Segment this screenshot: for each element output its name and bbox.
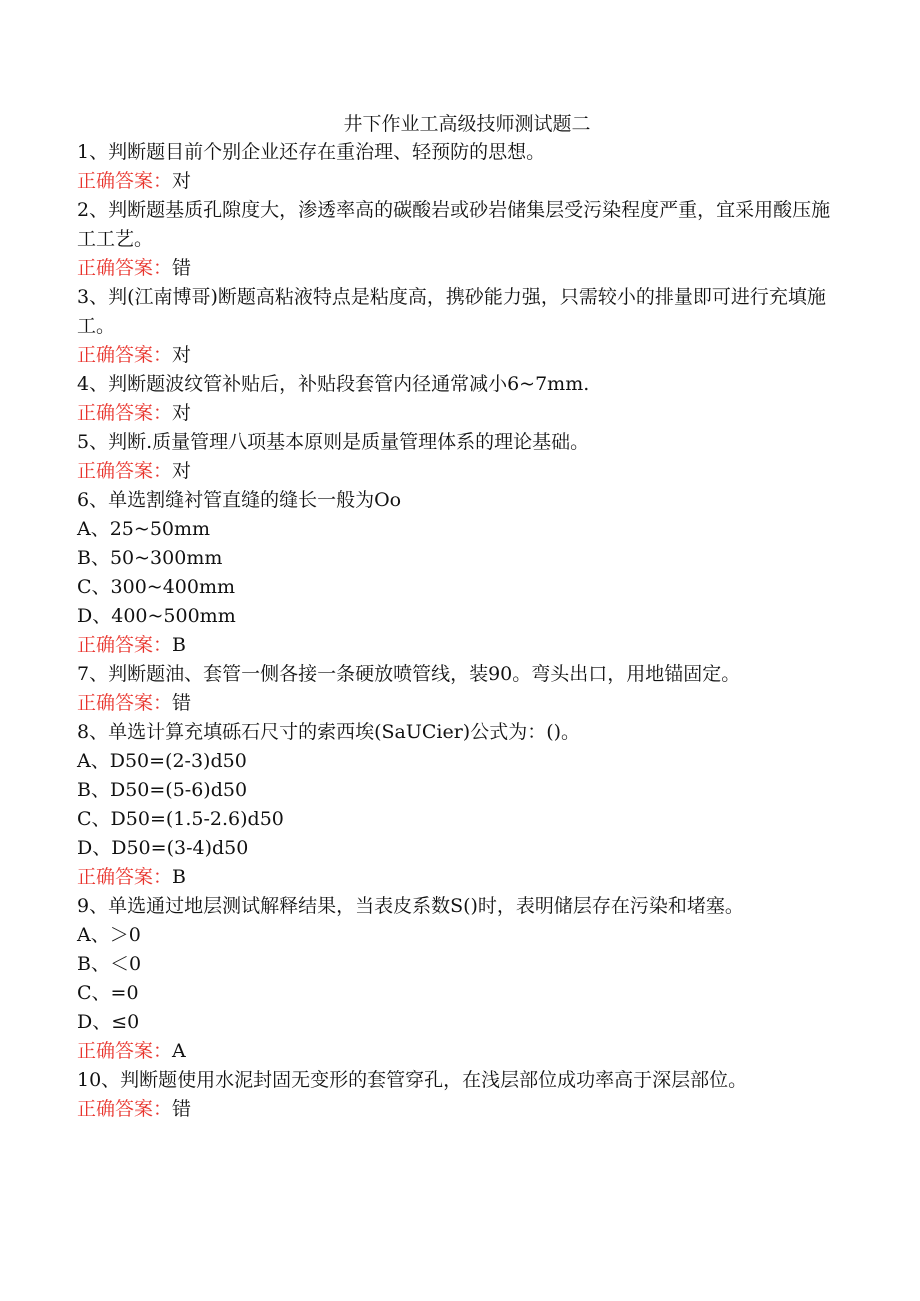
- answer-value: 对: [172, 344, 192, 366]
- question-text: 5、判断.质量管理八项基本原则是质量管理体系的理论基础。: [77, 431, 590, 453]
- question-text: 9、单选通过地层测试解释结果，当表皮系数S()时，表明储层存在污染和堵塞。: [77, 895, 744, 917]
- document-title: 井下作业工高级技师测试题二: [343, 113, 591, 135]
- question-text: 8、单选计算充填砾石尺寸的索西埃(SaUCier)公式为：()。: [77, 721, 581, 743]
- question-block: [77, 428, 837, 486]
- answer-value: 错: [172, 692, 192, 714]
- answer-label: 正确答案：: [77, 692, 173, 714]
- answer-label: 正确答案：: [77, 344, 173, 366]
- answer-value: 对: [172, 170, 192, 192]
- question-block: [77, 1066, 837, 1124]
- question-text: 7、判断题油、套管一侧各接一条硬放喷管线，装90。弯头出口，用地锚固定。: [77, 663, 741, 685]
- answer-line: [77, 631, 837, 660]
- answer-label: 正确答案：: [77, 1040, 173, 1062]
- answer-label: 正确答案：: [77, 634, 173, 656]
- question-text: 2、判断题基质孔隙度大，渗透率高的碳酸岩或砂岩储集层受污染程度严重，宜采用酸压施工工艺。: [77, 199, 831, 250]
- question-option: B、＜0: [77, 953, 142, 975]
- question-option: C、300~400mm: [77, 576, 236, 598]
- question-option: C、D50=(1.5-2.6)d50: [77, 808, 284, 830]
- answer-line: [77, 254, 837, 283]
- answer-line: [77, 1095, 837, 1124]
- question-block: [77, 283, 837, 370]
- question-option: A、25~50mm: [77, 518, 211, 540]
- answer-line: [77, 167, 837, 196]
- question-block: [77, 718, 837, 892]
- answer-value: B: [172, 634, 186, 656]
- answer-label: 正确答案：: [77, 402, 173, 424]
- question-list: [77, 138, 837, 1124]
- answer-line: [77, 689, 837, 718]
- answer-line: [77, 341, 837, 370]
- question-option: B、D50=(5-6)d50: [77, 779, 248, 801]
- question-block: [77, 892, 837, 1066]
- question-text: 6、单选割缝衬管直缝的缝长一般为Oo: [77, 489, 402, 511]
- question-option: C、=0: [77, 982, 139, 1004]
- question-option: A、＞0: [77, 924, 141, 946]
- document-page: [77, 110, 837, 1124]
- answer-label: 正确答案：: [77, 257, 173, 279]
- question-option: B、50~300mm: [77, 547, 223, 569]
- answer-value: 对: [172, 402, 192, 424]
- question-text: 10、判断题使用水泥封固无变形的套管穿孔，在浅层部位成功率高于深层部位。: [77, 1069, 748, 1091]
- question-block: [77, 370, 837, 428]
- answer-line: [77, 863, 837, 892]
- question-block: [77, 138, 837, 196]
- question-text: 1、判断题目前个别企业还存在重治理、轻预防的思想。: [77, 141, 546, 163]
- question-block: [77, 660, 837, 718]
- question-option: D、D50=(3-4)d50: [77, 837, 249, 859]
- answer-line: [77, 1037, 837, 1066]
- answer-value: B: [172, 866, 186, 888]
- question-block: [77, 486, 837, 660]
- question-option: D、≤0: [77, 1011, 140, 1033]
- answer-value: 错: [172, 257, 192, 279]
- answer-label: 正确答案：: [77, 170, 173, 192]
- question-block: [77, 196, 837, 283]
- question-option: D、400~500mm: [77, 605, 236, 627]
- answer-value: 错: [172, 1098, 192, 1120]
- answer-line: [77, 399, 837, 428]
- answer-value: 对: [172, 460, 192, 482]
- question-text: 3、判(江南博哥)断题高粘液特点是粘度高，携砂能力强，只需较小的排量即可进行充填施工。: [77, 286, 826, 337]
- answer-label: 正确答案：: [77, 460, 173, 482]
- answer-label: 正确答案：: [77, 866, 173, 888]
- question-text: 4、判断题波纹管补贴后，补贴段套管内径通常减小6~7mm.: [77, 373, 590, 395]
- question-option: A、D50=(2-3)d50: [77, 750, 247, 772]
- answer-label: 正确答案：: [77, 1098, 173, 1120]
- answer-value: A: [172, 1040, 186, 1062]
- answer-line: [77, 457, 837, 486]
